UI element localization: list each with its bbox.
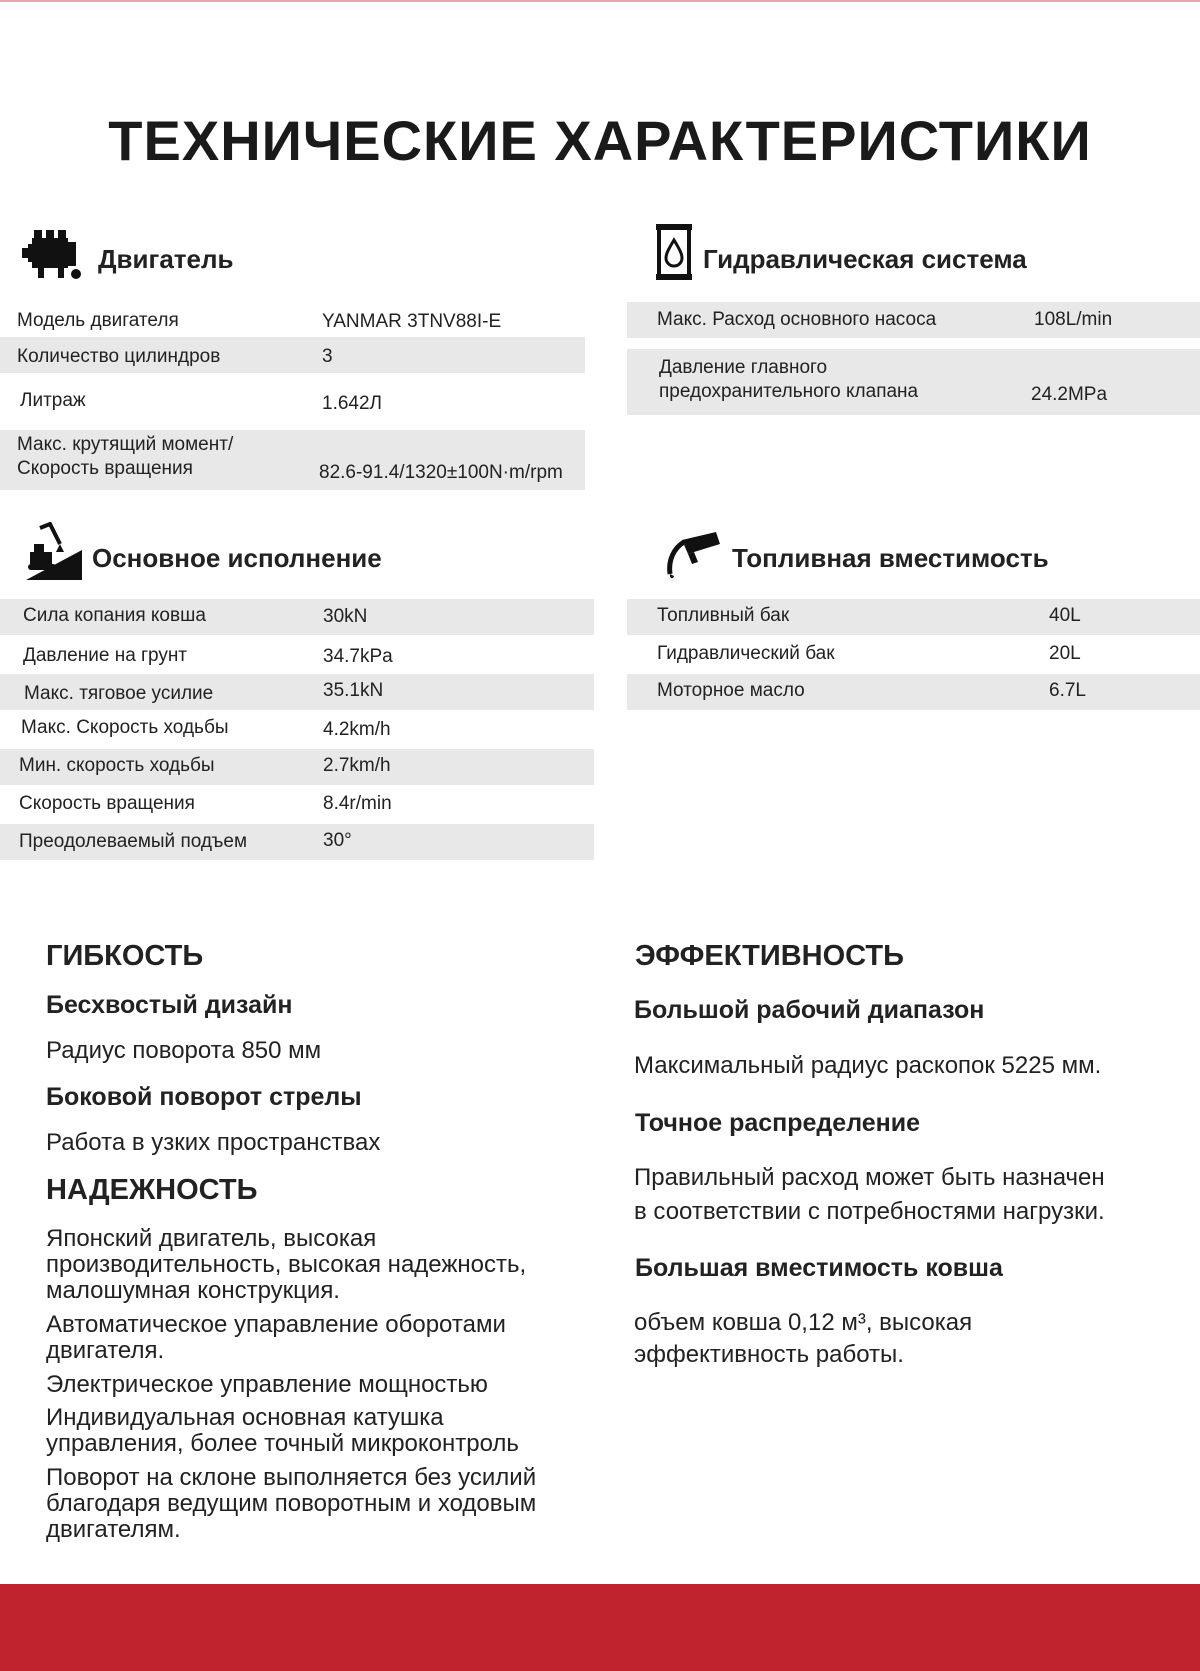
- reliability-line: двигателям.: [46, 1516, 181, 1543]
- reliability-line: двигателя.: [46, 1337, 165, 1364]
- spec-value: 1.642Л: [322, 393, 383, 414]
- spec-label: Гидравлический бак: [657, 643, 835, 664]
- work-range-heading: Большой рабочий диапазон: [634, 996, 985, 1024]
- footer-bar: [0, 1584, 1200, 1671]
- reliability-line: Автоматическое упаравление оборотами: [46, 1311, 506, 1338]
- hydraulic-heading: Гидравлическая система: [703, 244, 1027, 274]
- reliability-line: Японский двигатель, высокая: [46, 1225, 377, 1252]
- spec-label: Макс. крутящий момент/: [17, 434, 234, 455]
- precise-distribution-heading: Точное распределение: [635, 1109, 921, 1137]
- spec-label: Модель двигателя: [17, 310, 179, 331]
- reliability-line: управления, более точный микроконтроль: [46, 1430, 519, 1457]
- page-title: ТЕХНИЧЕСКИЕ ХАРАКТЕРИСТИКИ: [108, 109, 1092, 172]
- spec-value: 30kN: [323, 606, 368, 627]
- engine-heading: Двигатель: [98, 244, 234, 274]
- spec-label: Преодолеваемый подъем: [19, 831, 248, 852]
- spec-value: 108L/min: [1034, 309, 1113, 330]
- spec-label: Скорость вращения: [17, 458, 193, 479]
- bucket-text: эффективность работы.: [634, 1341, 904, 1368]
- spec-label: Давление на грунт: [23, 645, 188, 666]
- spec-value: 4.2km/h: [323, 719, 391, 740]
- spec-value: 34.7kPa: [323, 646, 393, 667]
- reliability-line: Индивидуальная основная катушка: [46, 1404, 444, 1431]
- spec-value: 6.7L: [1049, 680, 1086, 701]
- bucket-text: объем ковша 0,12 м³, высокая: [634, 1309, 973, 1336]
- spec-label: Топливный бак: [657, 605, 790, 626]
- spec-label: Моторное масло: [657, 680, 805, 701]
- fuel-heading: Топливная вместимость: [732, 543, 1049, 573]
- tailless-design-heading: Бесхвостый дизайн: [46, 991, 293, 1019]
- reliability-line: производительность, высокая надежность,: [46, 1251, 527, 1278]
- spec-label: Макс. Расход основного насоса: [657, 309, 937, 330]
- turn-radius-text: Радиус поворота 850 мм: [46, 1037, 322, 1064]
- efficiency-heading: ЭФФЕКТИВНОСТЬ: [635, 940, 904, 972]
- spec-value: 30°: [323, 830, 352, 851]
- narrow-spaces-text: Работа в узких пространствах: [46, 1129, 381, 1156]
- spec-value: 35.1kN: [323, 680, 384, 701]
- spec-label: Сила копания ковша: [23, 605, 206, 626]
- spec-label: предохранительного клапана: [659, 381, 919, 402]
- spec-label: Макс. Скорость ходьбы: [21, 717, 229, 738]
- spec-label: Макс. тяговое усилие: [24, 683, 214, 704]
- distribution-text: Правильный расход может быть назначен: [634, 1164, 1105, 1191]
- spec-value: 3: [322, 346, 333, 367]
- spec-value: 24.2MPa: [1031, 384, 1108, 405]
- spec-value: 40L: [1049, 605, 1081, 626]
- reliability-heading: НАДЕЖНОСТЬ: [46, 1174, 258, 1206]
- spec-label: Скорость вращения: [19, 793, 195, 814]
- spec-value: 8.4r/min: [323, 793, 392, 814]
- reliability-line: благодаря ведущим поворотным и ходовым: [46, 1490, 537, 1517]
- spec-label: Давление главного: [659, 357, 828, 378]
- bucket-capacity-heading: Большая вместимость ковша: [635, 1254, 1003, 1282]
- reliability-line: малошумная конструкция.: [46, 1277, 340, 1304]
- spec-label: Мин. скорость ходьбы: [19, 755, 215, 776]
- flexibility-heading: ГИБКОСТЬ: [46, 940, 204, 972]
- main-performance-heading: Основное исполнение: [92, 543, 382, 573]
- spec-value: 20L: [1049, 643, 1081, 664]
- side-boom-heading: Боковой поворот стрелы: [46, 1083, 362, 1111]
- spec-value: 82.6-91.4/1320±100N·m/rpm: [319, 462, 563, 483]
- spec-label: Количество цилиндров: [17, 346, 221, 367]
- spec-label: Литраж: [20, 390, 86, 411]
- spec-value: YANMAR 3TNV88I-E: [322, 311, 502, 332]
- reliability-line: Электрическое управление мощностью: [46, 1371, 488, 1398]
- reliability-line: Поворот на склоне выполняется без усилий: [46, 1464, 537, 1491]
- dig-radius-text: Максимальный радиус раскопок 5225 мм.: [634, 1052, 1102, 1079]
- spec-value: 2.7km/h: [323, 755, 391, 776]
- distribution-text: в соответствии с потребностями нагрузки.: [634, 1198, 1105, 1225]
